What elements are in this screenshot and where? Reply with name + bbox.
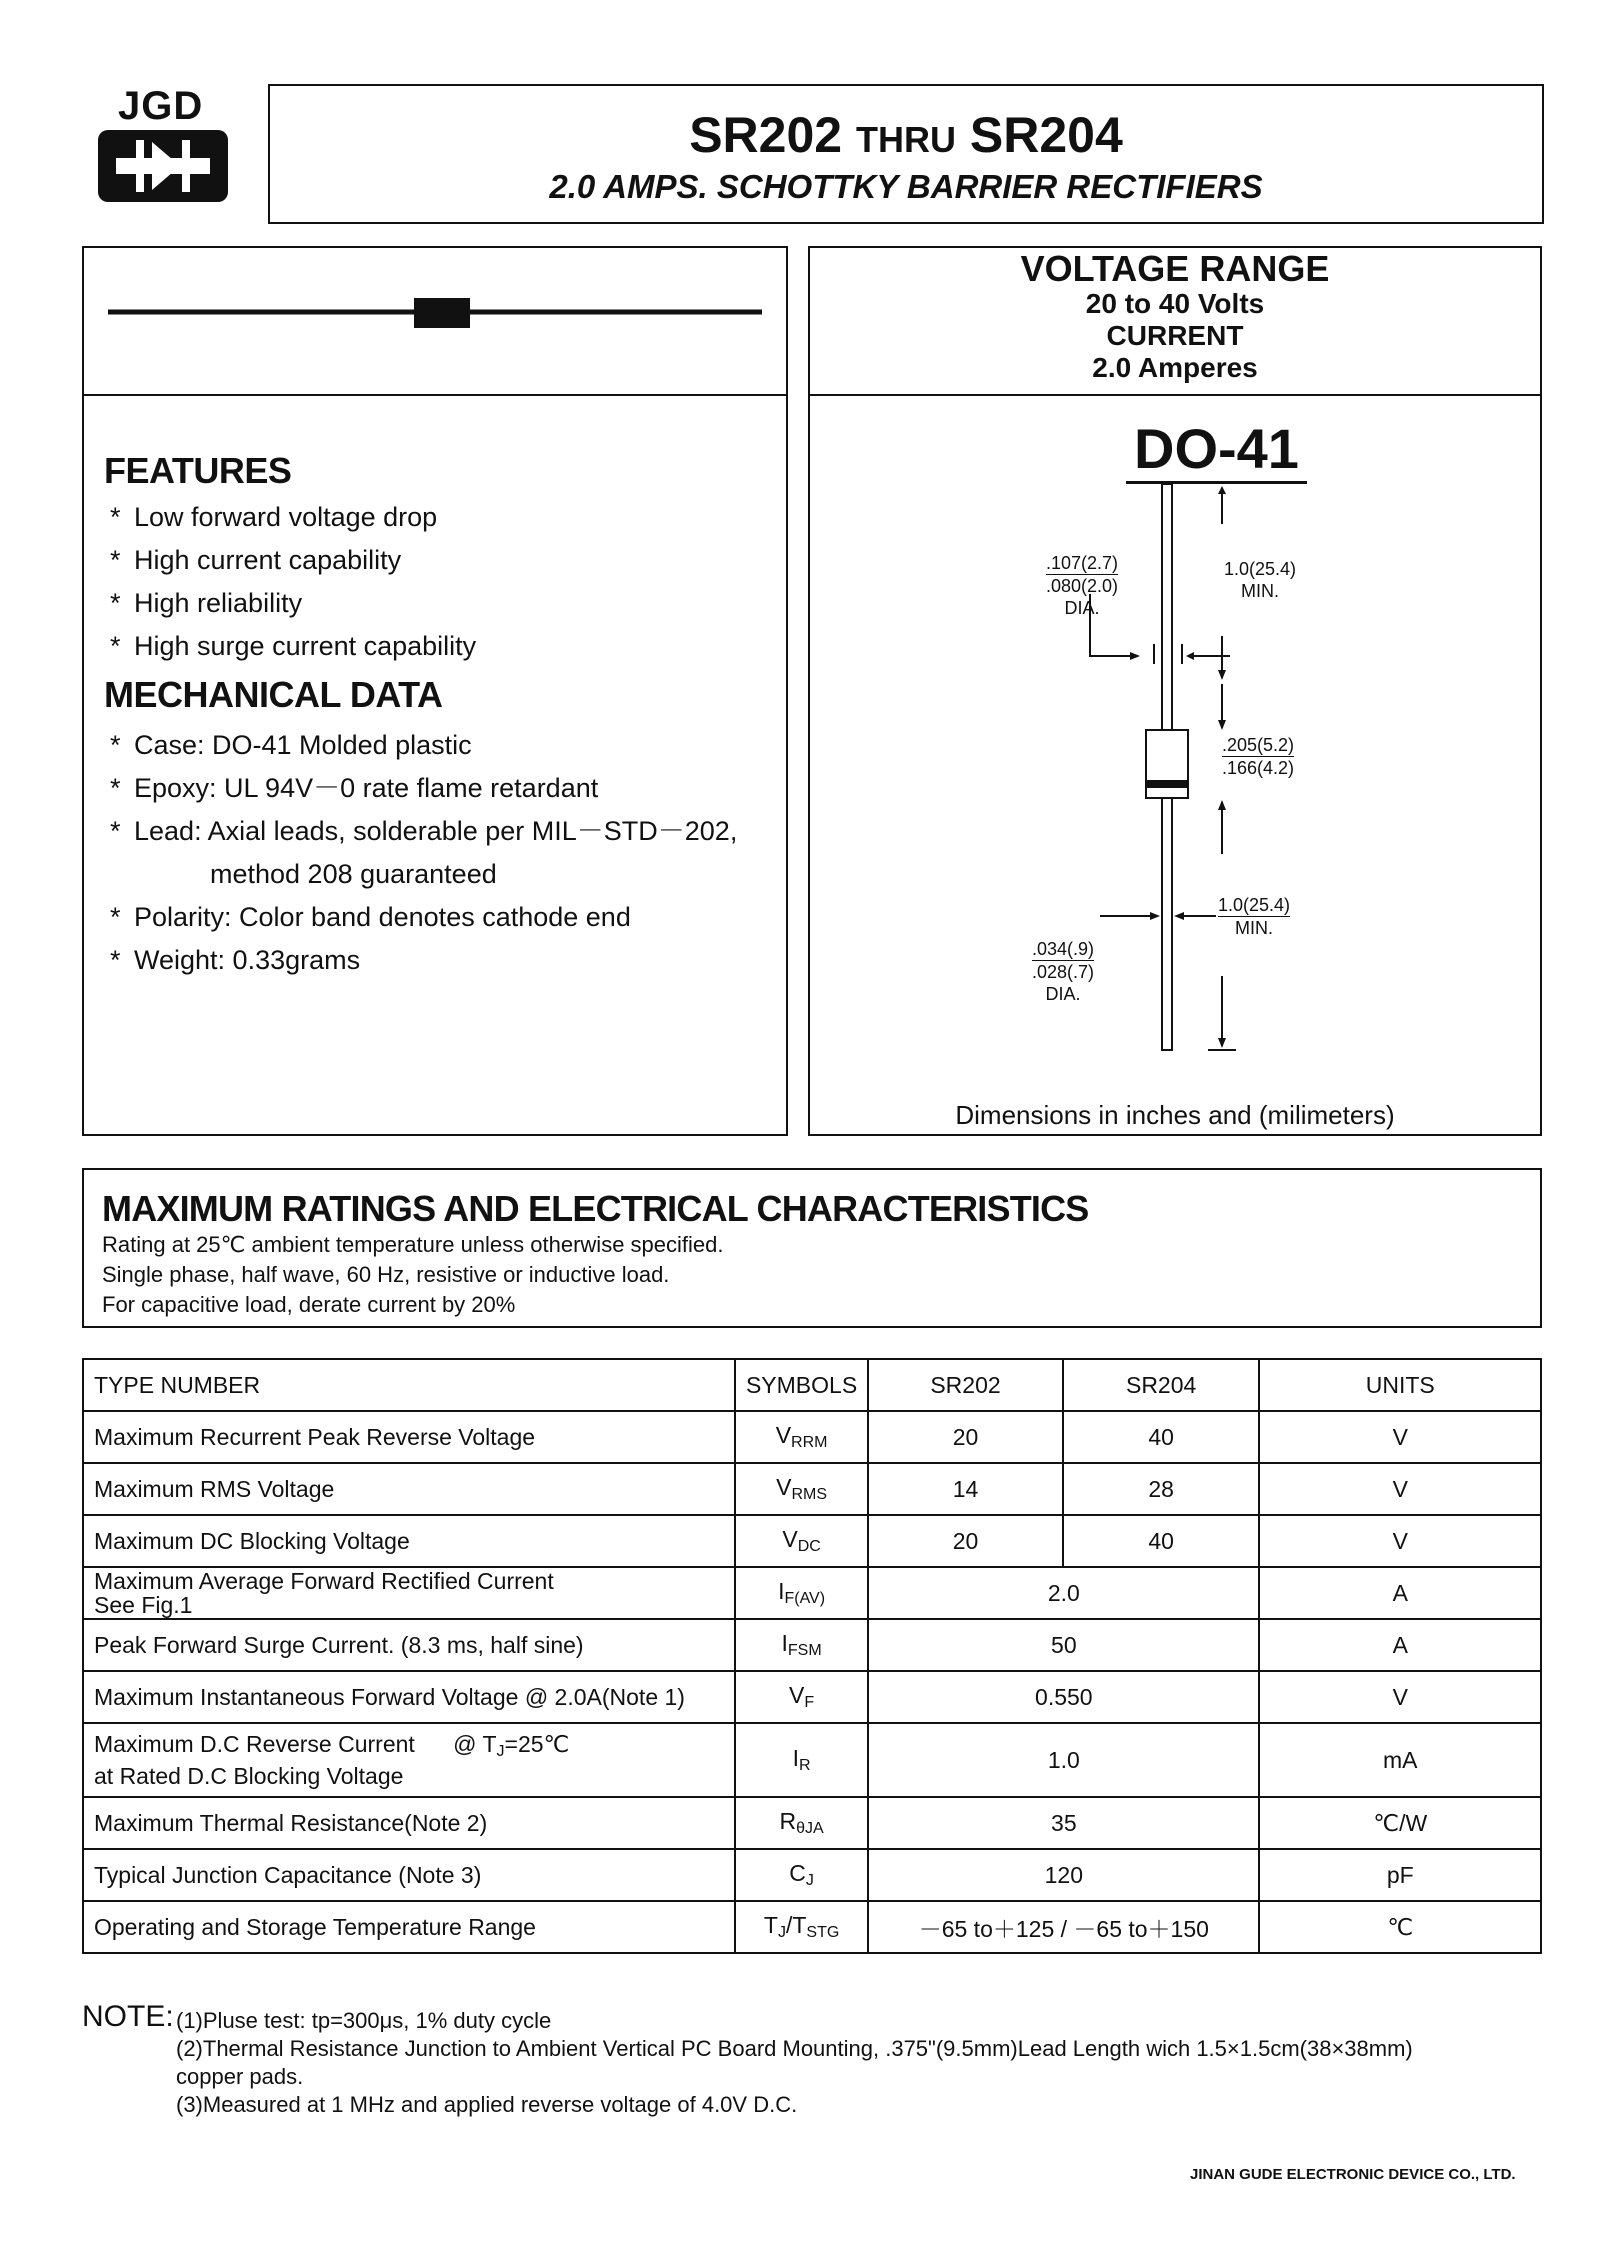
divider bbox=[810, 394, 1540, 396]
value-cell: 20 bbox=[868, 1515, 1063, 1567]
wire-diameter-label: .034(.9) .028(.7) DIA. bbox=[1032, 939, 1095, 1004]
ratings-box bbox=[82, 1168, 1542, 1328]
header-units: UNITS bbox=[1259, 1359, 1541, 1411]
package-title: DO-41 bbox=[1126, 416, 1307, 484]
rating-note: For capacitive load, derate current by 20% bbox=[102, 1292, 516, 1317]
list-item: * Polarity: Color band denotes cathode end bbox=[110, 902, 631, 932]
unit-cell: V bbox=[1259, 1515, 1541, 1567]
unit-cell: pF bbox=[1259, 1849, 1541, 1901]
footer-company: JINAN GUDE ELECTRONIC DEVICE CO., LTD. bbox=[1190, 2166, 1516, 2183]
bottom-lead-length-label: 1.0(25.4) MIN. bbox=[1218, 895, 1291, 938]
rating-note: Single phase, half wave, 60 Hz, resistive or inductive load. bbox=[102, 1262, 670, 1287]
divider bbox=[84, 394, 786, 396]
page-title: SR202 THRU SR204 bbox=[689, 107, 1123, 163]
voltage-range-value: 20 to 40 Volts bbox=[1085, 288, 1265, 319]
company-logo-icon bbox=[96, 128, 230, 204]
company-logo-text: JGD bbox=[118, 84, 204, 128]
table-row bbox=[83, 1463, 1541, 1515]
top-lead-length-label: 1.0(25.4) MIN. bbox=[1224, 559, 1297, 601]
value-cell: －65 to＋125 / －65 to＋150 bbox=[868, 1901, 1259, 1953]
unit-cell: mA bbox=[1259, 1723, 1541, 1797]
features-heading: FEATURES bbox=[104, 450, 292, 491]
title-box bbox=[268, 84, 1544, 224]
characteristics-table bbox=[82, 1358, 1542, 1954]
header-symbols: SYMBOLS bbox=[735, 1359, 868, 1411]
symbol-cell: $I_{F(AV)}$ bbox=[735, 1567, 868, 1619]
value-cell: 120 bbox=[868, 1849, 1259, 1901]
symbol-cell: $T_J/T_{STG}$ bbox=[735, 1901, 868, 1953]
list-item: * High reliability bbox=[110, 588, 303, 618]
unit-cell: V bbox=[1259, 1411, 1541, 1463]
table-row bbox=[83, 1567, 1541, 1619]
param-cell: Operating and Storage Temperature Range bbox=[83, 1901, 735, 1953]
table-row bbox=[83, 1901, 1541, 1953]
value-cell: 40 bbox=[1063, 1515, 1260, 1567]
param-cell: Maximum Average Forward Rectified Current See Fig.1 bbox=[83, 1567, 735, 1619]
value-cell: 20 bbox=[868, 1411, 1063, 1463]
header-sr204: SR204 bbox=[1063, 1359, 1260, 1411]
list-item: * High surge current capability bbox=[110, 631, 477, 661]
table-header-row bbox=[83, 1359, 1541, 1411]
voltage-range-label: VOLTAGE RANGE bbox=[1020, 248, 1330, 289]
table-row bbox=[83, 1619, 1541, 1671]
value-cell: 28 bbox=[1063, 1463, 1260, 1515]
unit-cell: V bbox=[1259, 1671, 1541, 1723]
unit-cell: ℃/W bbox=[1259, 1797, 1541, 1849]
header-sr202: SR202 bbox=[868, 1359, 1063, 1411]
table-row bbox=[83, 1411, 1541, 1463]
symbol-cell: $V_{RRM}$ bbox=[735, 1411, 868, 1463]
current-value: 2.0 Amperes bbox=[1092, 352, 1258, 383]
param-cell: Maximum RMS Voltage bbox=[83, 1463, 735, 1515]
features-panel bbox=[82, 246, 788, 1136]
features-list bbox=[110, 496, 476, 668]
param-cell: Maximum Instantaneous Forward Voltage @ 2.0A(Note 1) bbox=[83, 1671, 735, 1723]
notes-label: NOTE: bbox=[82, 2000, 174, 2033]
body-length-label: .205(5.2) .166(4.2) bbox=[1222, 735, 1295, 778]
lead-diameter-label: .107(2.7) .080(2.0) DIA. bbox=[1046, 553, 1119, 618]
value-cell: 40 bbox=[1063, 1411, 1260, 1463]
unit-cell: V bbox=[1259, 1463, 1541, 1515]
specs-panel bbox=[808, 246, 1542, 1136]
list-item: * Weight: 0.33grams bbox=[110, 945, 361, 975]
param-cell: Maximum Recurrent Peak Reverse Voltage bbox=[83, 1411, 735, 1463]
value-cell: 50 bbox=[868, 1619, 1259, 1671]
value-cell: 2.0 bbox=[868, 1567, 1259, 1619]
value-cell: 1.0 bbox=[868, 1723, 1259, 1797]
symbol-cell: $V_{DC}$ bbox=[735, 1515, 868, 1567]
param-cell: Typical Junction Capacitance (Note 3) bbox=[83, 1849, 735, 1901]
unit-cell: ℃ bbox=[1259, 1901, 1541, 1953]
param-cell: Maximum DC Blocking Voltage bbox=[83, 1515, 735, 1567]
symbol-cell: $I_{FSM}$ bbox=[735, 1619, 868, 1671]
table-row bbox=[83, 1797, 1541, 1849]
note-line: copper pads. bbox=[176, 2064, 304, 2089]
table-row bbox=[83, 1671, 1541, 1723]
page-subtitle: 2.0 AMPS. SCHOTTKY BARRIER RECTIFIERS bbox=[549, 168, 1263, 205]
current-label: CURRENT bbox=[1106, 320, 1244, 351]
list-item: * Case: DO-41 Molded plastic bbox=[110, 730, 472, 760]
note-line: (2)Thermal Resistance Junction to Ambient Vertical PC Board Mounting, .375"(9.5mm)Lead Length wich 1.5×1.5cm(38×38mm) bbox=[176, 2036, 1413, 2061]
list-item: * High current capability bbox=[110, 545, 402, 575]
unit-cell: A bbox=[1259, 1567, 1541, 1619]
symbol-cell: $C_J$ bbox=[735, 1849, 868, 1901]
dimensions-note: Dimensions in inches and (milimeters) bbox=[955, 1100, 1395, 1130]
value-cell: 0.550 bbox=[868, 1671, 1259, 1723]
param-cell: Maximum Thermal Resistance(Note 2) bbox=[83, 1797, 735, 1849]
symbol-cell: $R_{\theta JA}$ bbox=[735, 1797, 868, 1849]
value-cell: 35 bbox=[868, 1797, 1259, 1849]
symbol-cell: $I_R$ bbox=[735, 1723, 868, 1797]
mechanical-list bbox=[110, 724, 737, 982]
list-item: * Lead: Axial leads, solderable per MIL－STD－202, bbox=[110, 816, 738, 846]
value-cell: 14 bbox=[868, 1463, 1063, 1515]
header-type: TYPE NUMBER bbox=[83, 1359, 735, 1411]
note-line: (3)Measured at 1 MHz and applied reverse voltage of 4.0V D.C. bbox=[176, 2092, 798, 2117]
diode-illustration-icon bbox=[98, 282, 772, 342]
unit-cell: A bbox=[1259, 1619, 1541, 1671]
symbol-cell: $V_{RMS}$ bbox=[735, 1463, 868, 1515]
mechanical-heading: MECHANICAL DATA bbox=[104, 674, 443, 715]
param-cell: Maximum D.C Reverse Current @ $T_J=25℃$ at Rated D.C Blocking Voltage bbox=[83, 1723, 735, 1797]
table-row bbox=[83, 1723, 1541, 1797]
param-cell: Peak Forward Surge Current. (8.3 ms, half sine) bbox=[83, 1619, 735, 1671]
list-item: * Epoxy: UL 94V－0 rate flame retardant bbox=[110, 773, 599, 803]
rating-note: Rating at 25℃ ambient temperature unless otherwise specified. bbox=[102, 1232, 724, 1257]
table-row bbox=[83, 1849, 1541, 1901]
note-line: (1)Pluse test: tp=300μs, 1% duty cycle bbox=[176, 2008, 552, 2033]
ratings-title: MAXIMUM RATINGS AND ELECTRICAL CHARACTERISTICS bbox=[102, 1188, 1089, 1229]
list-item: * Low forward voltage drop bbox=[110, 502, 438, 532]
table-row bbox=[83, 1515, 1541, 1567]
symbol-cell: $V_F$ bbox=[735, 1671, 868, 1723]
list-item-continuation: method 208 guaranteed bbox=[210, 859, 497, 889]
